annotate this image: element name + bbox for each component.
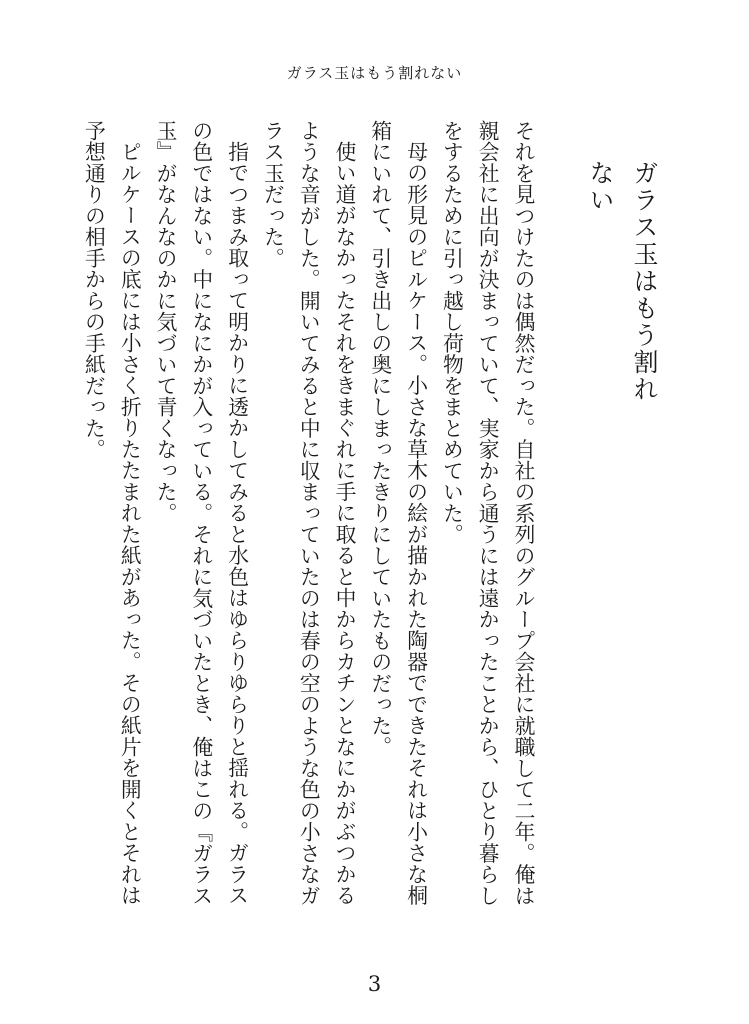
paragraph-3: 使い道がなかったそれをきまぐれに手に取ると中からカチンとなにかがぶつかるような音がした。開いてみると中に収まっていたのは春の空のような色の小さなガラス玉だった。 <box>260 120 357 907</box>
paragraph-2: 母の形見のピルケース。小さな草木の絵が描かれた陶器でできたそれは小さな桐箱にいれて、引き出しの奥にしまったきりにしていたものだった。 <box>367 120 428 906</box>
body-text <box>81 120 540 920</box>
paragraph-4: 指でつまみ取って明かりに透かしてみると水色はゆらりゆらりと揺れる。ガラスの色ではない。中になにかが入っている。それに気づいたとき、俺はこの『ガラス玉』がなんなのかに気づいて青くなった。 <box>153 120 249 907</box>
running-header: ガラス玉はもう割れない <box>286 64 463 82</box>
page-number: 3 <box>367 972 382 996</box>
paragraph-1: それを見つけたのは偶然だった。自社の系列のグループ会社に就職して二年。俺は親会社に出向が決まっていて、実家から通うには遠かったことから、ひとり暮らしをするために引っ越し荷物をまとめていた。 <box>439 120 535 907</box>
chapter-title: ガラス玉はもう割れない <box>586 160 659 403</box>
paragraph-5: ピルケースの底には小さく折りたたまれた紙があった。その紙片を開くとそれは予想通りの相手からの手紙だった。 <box>81 120 142 906</box>
